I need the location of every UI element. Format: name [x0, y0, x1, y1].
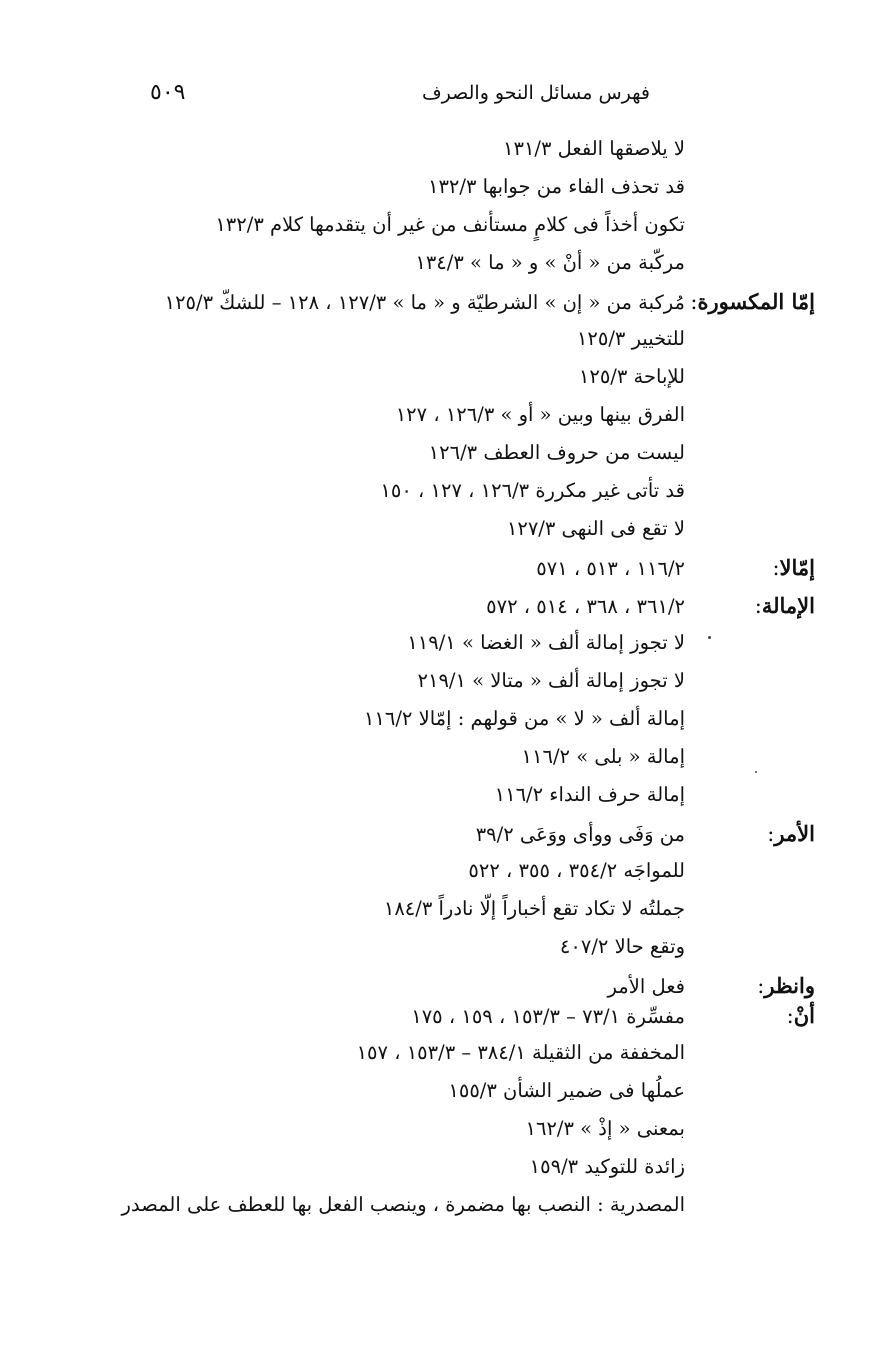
index-entry-headword	[55, 593, 815, 631]
entry-text: زائدة للتوكيد ١٥٩/٣	[529, 1155, 685, 1178]
page-header	[150, 82, 650, 114]
entry-term	[685, 821, 815, 846]
index-entry-headword	[55, 821, 815, 859]
index-entry	[55, 897, 815, 935]
entry-term-label: أنْ	[793, 1003, 815, 1028]
entry-text: ليست من حروف العطف ١٢٦/٣	[428, 441, 685, 464]
entry-term	[685, 973, 815, 998]
entry-colon: :	[767, 822, 775, 846]
entry-term-label: الإمالة	[761, 593, 815, 618]
entry-text: مفسِّرة ٧٣/١ – ١٥٣/٣ ، ١٥٩ ، ١٧٥	[411, 1005, 685, 1028]
entry-text: ٣٦١/٢ ، ٣٦٨ ، ٥١٤ ، ٥٧٢	[486, 595, 685, 618]
entry-text: لا يلاصقها الفعل ١٣١/٣	[503, 137, 685, 160]
entry-term	[685, 593, 815, 618]
entry-term-label: الأمر	[774, 821, 815, 846]
index-entry	[55, 859, 815, 897]
entry-colon: :	[690, 290, 698, 314]
index-entry	[55, 707, 815, 745]
entry-colon: :	[757, 974, 765, 998]
entry-term-label: إمّا المكسورة	[697, 289, 815, 314]
entry-text: إمالة ألف « لا » من قولهم : إمّالا ١١٦/٢	[363, 707, 685, 730]
index-entry	[55, 137, 815, 175]
entry-text: المصدرية : النصب بها مضمرة ، وينصب الفعل بها للعطف على المصدر	[121, 1193, 685, 1216]
entry-colon: :	[772, 556, 780, 580]
entry-text: للتخيير ١٢٥/٣	[576, 327, 685, 350]
entry-text: عملُها فى ضمير الشأن ١٥٥/٣	[448, 1079, 685, 1102]
entry-text: الفرق بينها وبين « أو » ١٢٦/٣ ، ١٢٧	[395, 403, 685, 426]
index-entry	[55, 1079, 815, 1117]
scan-speck	[708, 636, 711, 639]
entry-text: لا تجوز إمالة ألف « الغضا » ١١٩/١	[407, 631, 685, 654]
index-entry-headword	[55, 289, 815, 327]
index-entry	[55, 517, 815, 555]
scan-speck	[755, 771, 757, 773]
entry-text: إمالة « بلى » ١١٦/٢	[521, 745, 685, 768]
entry-term	[685, 1003, 815, 1028]
entry-text: قد تحذف الفاء من جوابها ١٣٢/٣	[427, 175, 685, 198]
entry-text: مُركبة من « إن » الشرطيّة و « ما » ١٢٧/٣ ، ١٢٨ – للشكّ ١٢٥/٣	[164, 291, 685, 314]
index-entry	[55, 327, 815, 365]
index-entry	[55, 631, 815, 669]
index-entry	[55, 441, 815, 479]
entry-text: المخففة من الثقيلة ٣٨٤/١ – ١٥٣/٣ ، ١٥٧	[356, 1041, 685, 1064]
index-entry	[55, 1117, 815, 1155]
index-entry	[55, 935, 815, 973]
index-entry	[55, 403, 815, 441]
entry-text: إمالة حرف النداء ١١٦/٢	[494, 783, 685, 806]
index-entry	[55, 213, 815, 251]
entry-text: بمعنى « إذْ » ١٦٢/٣	[525, 1117, 685, 1140]
page-number: ٥٠٩	[150, 80, 186, 105]
entry-text: لا تقع فى النهى ١٢٧/٣	[506, 517, 685, 540]
index-entry	[55, 175, 815, 213]
index-entry	[55, 1155, 815, 1193]
entry-colon: :	[786, 1004, 794, 1028]
index-entry	[55, 1193, 815, 1231]
entry-text: فعل الأمر	[607, 975, 685, 998]
running-title: فهرس مسائل النحو والصرف	[421, 82, 650, 104]
index-entry	[55, 365, 815, 403]
entry-text: للإباحة ١٢٥/٣	[578, 365, 685, 388]
entry-text: تكون أخذاً فى كلامٍ مستأنف من غير أن يتقدمها كلام ١٣٢/٣	[215, 213, 685, 236]
entry-text: لا تجوز إمالة ألف « متالا » ٢١٩/١	[417, 669, 685, 692]
index-entry	[55, 479, 815, 517]
index-entry	[55, 783, 815, 821]
entry-colon: :	[754, 594, 762, 618]
entry-text: جملتُه لا تكاد تقع أخباراً إلّا نادراً ١٨٤/٣	[383, 897, 685, 920]
index-entries	[55, 137, 815, 1231]
entry-text: ١١٦/٢ ، ٥١٣ ، ٥٧١	[536, 557, 685, 580]
entry-text: قد تأتى غير مكررة ١٢٦/٣ ، ١٢٧ ، ١٥٠	[380, 479, 685, 502]
index-entry	[55, 1041, 815, 1079]
index-entry-headword	[55, 555, 815, 593]
index-entry-headword	[55, 973, 815, 1003]
entry-text: للمواجَه ٣٥٤/٢ ، ٣٥٥ ، ٥٢٢	[468, 859, 685, 882]
entry-term	[685, 555, 815, 580]
index-entry-headword	[55, 1003, 815, 1041]
index-entry	[55, 669, 815, 707]
index-entry	[55, 251, 815, 289]
entry-text: وتقع حالا ٤٠٧/٢	[559, 935, 685, 958]
index-entry	[55, 745, 815, 783]
entry-text: من وَفَى ووأى ووَعَى ٣٩/٢	[475, 823, 685, 846]
entry-text: مركّبة من « أنْ » و « ما » ١٣٤/٣	[415, 251, 685, 274]
entry-term	[685, 289, 815, 314]
entry-term-label: وانظر	[764, 973, 815, 998]
entry-term-label: إمّالا	[779, 555, 815, 580]
